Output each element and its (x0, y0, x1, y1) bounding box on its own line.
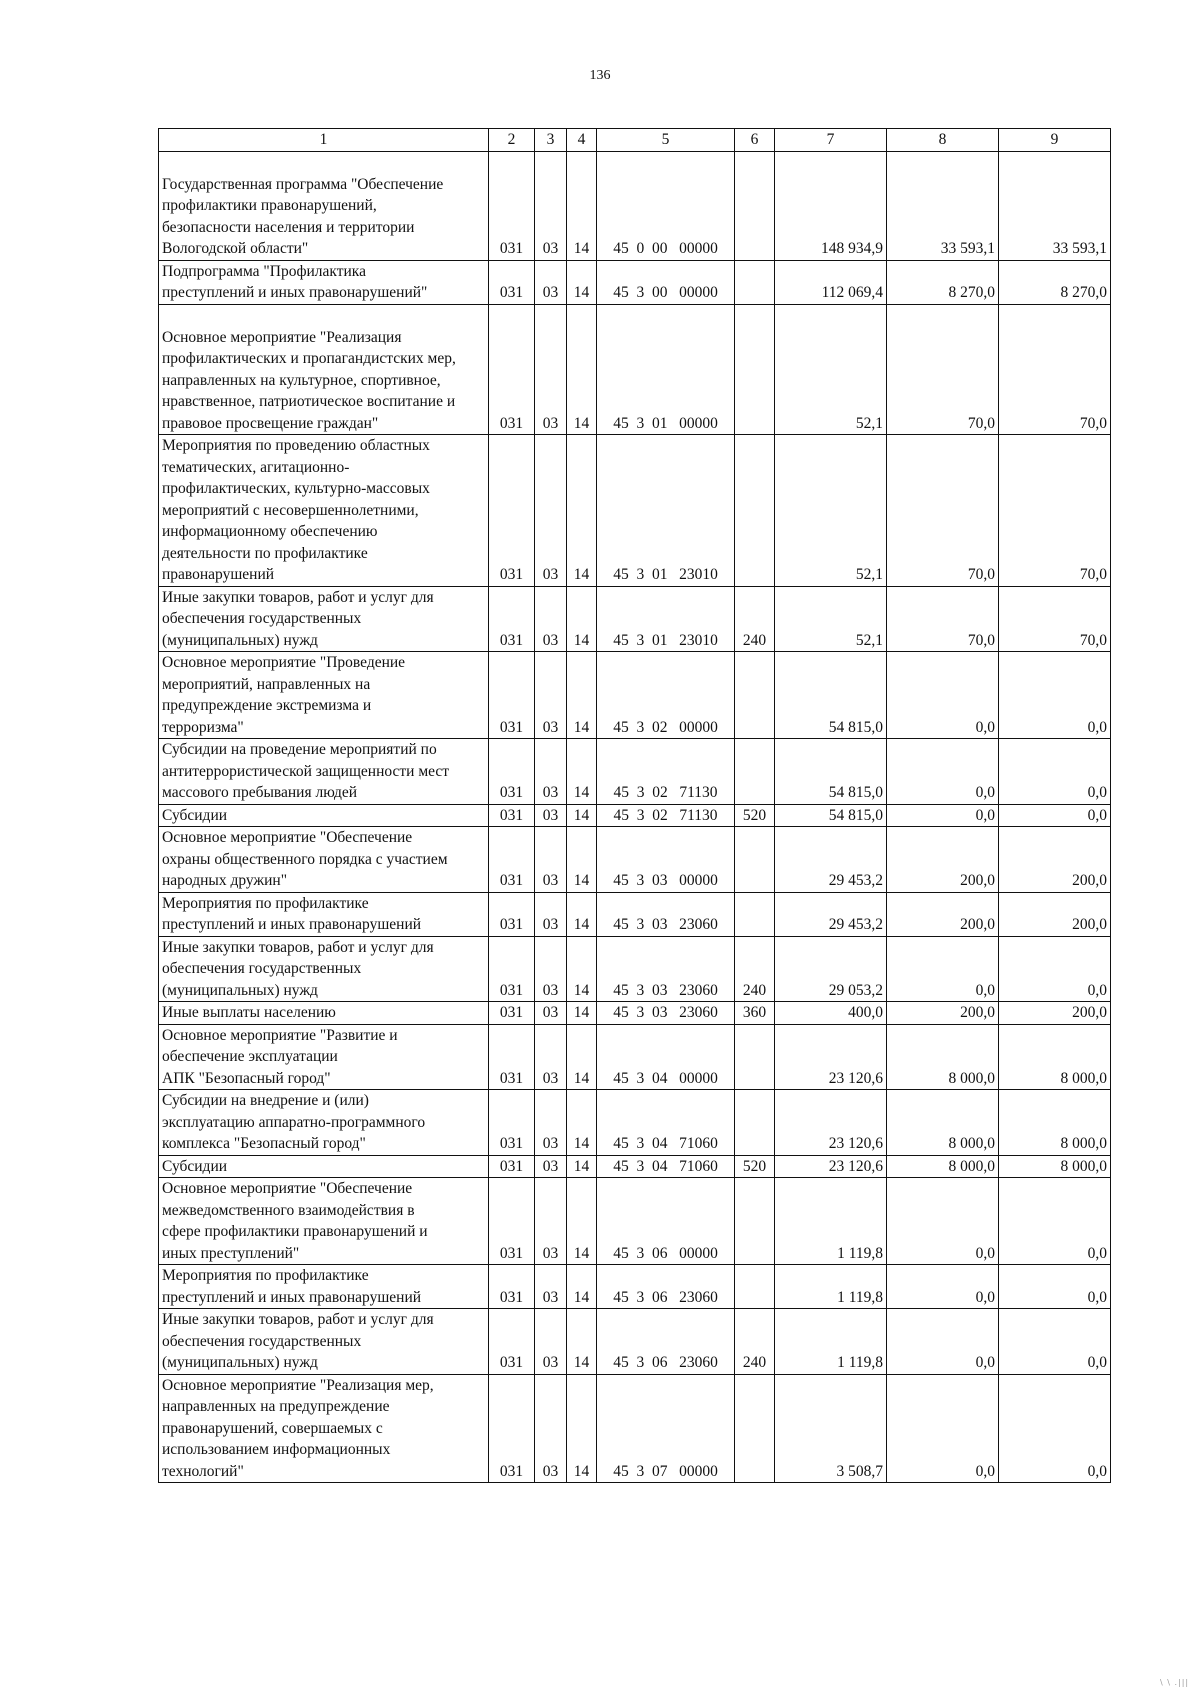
cell-amount-col7: 1 119,8 (775, 1265, 887, 1309)
cell-target-article: 45 3 06 23060 (597, 1265, 735, 1309)
cell-amount-col8: 0,0 (887, 804, 999, 827)
column-header: 4 (567, 129, 597, 152)
cell-amount-col9: 200,0 (999, 892, 1111, 936)
cell-amount-col9: 33 593,1 (999, 151, 1111, 260)
cell-amount-col8: 200,0 (887, 892, 999, 936)
cell-amount-col9: 8 000,0 (999, 1024, 1111, 1090)
cell-section: 03 (535, 892, 567, 936)
cell-admin-code: 031 (489, 892, 535, 936)
cell-section: 03 (535, 1178, 567, 1265)
cell-amount-col9: 200,0 (999, 827, 1111, 893)
cell-admin-code: 031 (489, 1309, 535, 1375)
cell-amount-col9: 200,0 (999, 1002, 1111, 1025)
cell-target-article: 45 3 00 00000 (597, 260, 735, 304)
cell-section: 03 (535, 827, 567, 893)
cell-expense-type (735, 151, 775, 260)
cell-subsection: 14 (567, 151, 597, 260)
cell-subsection: 14 (567, 892, 597, 936)
cell-expense-type (735, 435, 775, 587)
cell-amount-col7: 3 508,7 (775, 1374, 887, 1483)
cell-expense-type: 240 (735, 586, 775, 652)
cell-section: 03 (535, 1265, 567, 1309)
cell-amount-col8: 70,0 (887, 304, 999, 435)
cell-expense-type (735, 260, 775, 304)
cell-amount-col7: 23 120,6 (775, 1155, 887, 1178)
row-name-cell: Основное мероприятие "Реализация профилактических и пропагандистских мер, направленных на культурное, спортивное, нравственное, патриотическое воспитание и правовое просвещение граждан" (159, 304, 489, 435)
cell-section: 03 (535, 936, 567, 1002)
row-name-cell: Мероприятия по проведению областных тематических, агитационно- профилактических, культурно-массовых мероприятий с несовершеннолетними, информационному обеспечению деятельности по профилактике правонарушений (159, 435, 489, 587)
cell-amount-col9: 0,0 (999, 1178, 1111, 1265)
cell-amount-col8: 0,0 (887, 1374, 999, 1483)
cell-amount-col9: 70,0 (999, 304, 1111, 435)
cell-target-article: 45 3 06 00000 (597, 1178, 735, 1265)
cell-admin-code: 031 (489, 586, 535, 652)
cell-amount-col8: 70,0 (887, 435, 999, 587)
cell-expense-type: 520 (735, 804, 775, 827)
cell-admin-code: 031 (489, 435, 535, 587)
cell-section: 03 (535, 435, 567, 587)
cell-section: 03 (535, 804, 567, 827)
cell-amount-col9: 0,0 (999, 1309, 1111, 1375)
cell-section: 03 (535, 1024, 567, 1090)
cell-target-article: 45 3 03 23060 (597, 1002, 735, 1025)
cell-section: 03 (535, 1374, 567, 1483)
cell-admin-code: 031 (489, 1155, 535, 1178)
table-row (159, 892, 1111, 936)
row-name-cell: Основное мероприятие "Обеспечение межведомственного взаимодействия в сфере профилактики правонарушений и иных преступлений" (159, 1178, 489, 1265)
cell-admin-code: 031 (489, 739, 535, 805)
table-row (159, 151, 1111, 260)
cell-expense-type: 240 (735, 1309, 775, 1375)
cell-target-article: 45 3 01 00000 (597, 304, 735, 435)
cell-amount-col9: 70,0 (999, 435, 1111, 587)
cell-expense-type (735, 827, 775, 893)
row-name-cell: Государственная программа "Обеспечение профилактики правонарушений, безопасности населения и территории Вологодской области" (159, 151, 489, 260)
cell-amount-col7: 52,1 (775, 435, 887, 587)
cell-target-article: 45 3 03 23060 (597, 892, 735, 936)
cell-amount-col8: 8 000,0 (887, 1090, 999, 1156)
cell-amount-col9: 0,0 (999, 936, 1111, 1002)
cell-amount-col9: 0,0 (999, 652, 1111, 739)
cell-expense-type (735, 1024, 775, 1090)
cell-subsection: 14 (567, 804, 597, 827)
cell-amount-col9: 70,0 (999, 586, 1111, 652)
cell-section: 03 (535, 1002, 567, 1025)
cell-target-article: 45 0 00 00000 (597, 151, 735, 260)
cell-target-article: 45 3 01 23010 (597, 586, 735, 652)
column-number-row (159, 129, 1111, 152)
cell-subsection: 14 (567, 1374, 597, 1483)
cell-admin-code: 031 (489, 260, 535, 304)
cell-subsection: 14 (567, 1265, 597, 1309)
row-name-cell: Мероприятия по профилактике преступлений и иных правонарушений (159, 1265, 489, 1309)
cell-amount-col7: 29 453,2 (775, 827, 887, 893)
row-name-cell: Субсидии на внедрение и (или) эксплуатацию аппаратно-программного комплекса "Безопасный город" (159, 1090, 489, 1156)
row-name-cell: Иные закупки товаров, работ и услуг для обеспечения государственных (муниципальных) нужд (159, 586, 489, 652)
cell-amount-col8: 0,0 (887, 936, 999, 1002)
cell-admin-code: 031 (489, 1374, 535, 1483)
cell-subsection: 14 (567, 1178, 597, 1265)
table-row (159, 652, 1111, 739)
cell-admin-code: 031 (489, 304, 535, 435)
cell-expense-type (735, 1090, 775, 1156)
cell-expense-type: 240 (735, 936, 775, 1002)
cell-amount-col7: 400,0 (775, 1002, 887, 1025)
table-row (159, 1265, 1111, 1309)
table-row (159, 1178, 1111, 1265)
cell-amount-col7: 54 815,0 (775, 739, 887, 805)
row-name-cell: Основное мероприятие "Обеспечение охраны общественного порядка с участием народных дружин" (159, 827, 489, 893)
cell-amount-col7: 54 815,0 (775, 804, 887, 827)
table-row (159, 1309, 1111, 1375)
cell-subsection: 14 (567, 652, 597, 739)
cell-admin-code: 031 (489, 936, 535, 1002)
cell-amount-col9: 8 270,0 (999, 260, 1111, 304)
cell-subsection: 14 (567, 304, 597, 435)
cell-target-article: 45 3 04 71060 (597, 1155, 735, 1178)
cell-expense-type: 360 (735, 1002, 775, 1025)
table-row (159, 1155, 1111, 1178)
column-header: 9 (999, 129, 1111, 152)
cell-amount-col9: 8 000,0 (999, 1155, 1111, 1178)
table-row (159, 1024, 1111, 1090)
cell-amount-col8: 0,0 (887, 1178, 999, 1265)
cell-admin-code: 031 (489, 804, 535, 827)
cell-target-article: 45 3 02 71130 (597, 804, 735, 827)
cell-amount-col8: 8 270,0 (887, 260, 999, 304)
cell-section: 03 (535, 652, 567, 739)
cell-target-article: 45 3 01 23010 (597, 435, 735, 587)
table-row (159, 739, 1111, 805)
cell-amount-col9: 0,0 (999, 804, 1111, 827)
cell-subsection: 14 (567, 586, 597, 652)
cell-admin-code: 031 (489, 1265, 535, 1309)
table-row (159, 260, 1111, 304)
table-row (159, 1002, 1111, 1025)
row-name-cell: Субсидии (159, 1155, 489, 1178)
table-row (159, 804, 1111, 827)
cell-target-article: 45 3 02 00000 (597, 652, 735, 739)
cell-amount-col8: 200,0 (887, 1002, 999, 1025)
cell-amount-col8: 0,0 (887, 1265, 999, 1309)
cell-section: 03 (535, 151, 567, 260)
cell-amount-col8: 200,0 (887, 827, 999, 893)
cell-section: 03 (535, 304, 567, 435)
cell-section: 03 (535, 739, 567, 805)
row-name-cell: Иные выплаты населению (159, 1002, 489, 1025)
cell-target-article: 45 3 06 23060 (597, 1309, 735, 1375)
cell-amount-col8: 0,0 (887, 739, 999, 805)
table-row (159, 1090, 1111, 1156)
cell-amount-col8: 33 593,1 (887, 151, 999, 260)
cell-amount-col9: 0,0 (999, 1265, 1111, 1309)
cell-expense-type (735, 739, 775, 805)
cell-target-article: 45 3 02 71130 (597, 739, 735, 805)
cell-section: 03 (535, 586, 567, 652)
cell-subsection: 14 (567, 435, 597, 587)
cell-target-article: 45 3 07 00000 (597, 1374, 735, 1483)
table-row (159, 586, 1111, 652)
cell-section: 03 (535, 1309, 567, 1375)
row-name-cell: Мероприятия по профилактике преступлений и иных правонарушений (159, 892, 489, 936)
cell-admin-code: 031 (489, 1024, 535, 1090)
cell-expense-type: 520 (735, 1155, 775, 1178)
cell-subsection: 14 (567, 260, 597, 304)
cell-subsection: 14 (567, 827, 597, 893)
column-header: 1 (159, 129, 489, 152)
table-row (159, 1374, 1111, 1483)
cell-section: 03 (535, 1155, 567, 1178)
cell-admin-code: 031 (489, 1002, 535, 1025)
cell-amount-col8: 8 000,0 (887, 1024, 999, 1090)
cell-amount-col7: 29 053,2 (775, 936, 887, 1002)
column-header: 5 (597, 129, 735, 152)
column-header: 3 (535, 129, 567, 152)
cell-amount-col7: 52,1 (775, 304, 887, 435)
cell-amount-col8: 70,0 (887, 586, 999, 652)
cell-subsection: 14 (567, 936, 597, 1002)
table-row (159, 827, 1111, 893)
row-name-cell: Основное мероприятие "Реализация мер, направленных на предупреждение правонарушений, совершаемых с использованием информационных технологий" (159, 1374, 489, 1483)
cell-subsection: 14 (567, 1090, 597, 1156)
cell-amount-col7: 23 120,6 (775, 1090, 887, 1156)
table-body (159, 151, 1111, 1483)
cell-expense-type (735, 1265, 775, 1309)
cell-target-article: 45 3 04 00000 (597, 1024, 735, 1090)
row-name-cell: Подпрограмма "Профилактика преступлений и иных правонарушений" (159, 260, 489, 304)
row-name-cell: Основное мероприятие "Проведение мероприятий, направленных на предупреждение экстремизма и терроризма" (159, 652, 489, 739)
cell-amount-col7: 23 120,6 (775, 1024, 887, 1090)
cell-subsection: 14 (567, 1309, 597, 1375)
row-name-cell: Субсидии (159, 804, 489, 827)
cell-expense-type (735, 892, 775, 936)
column-header: 6 (735, 129, 775, 152)
page-number: 136 (589, 68, 611, 83)
cell-subsection: 14 (567, 1024, 597, 1090)
cell-amount-col8: 0,0 (887, 1309, 999, 1375)
cell-subsection: 14 (567, 1155, 597, 1178)
cell-target-article: 45 3 03 00000 (597, 827, 735, 893)
footer-mark: \ \ .||| (1160, 1678, 1190, 1687)
cell-amount-col9: 8 000,0 (999, 1090, 1111, 1156)
cell-subsection: 14 (567, 1002, 597, 1025)
row-name-cell: Иные закупки товаров, работ и услуг для обеспечения государственных (муниципальных) нужд (159, 1309, 489, 1375)
cell-target-article: 45 3 03 23060 (597, 936, 735, 1002)
cell-section: 03 (535, 1090, 567, 1156)
cell-admin-code: 031 (489, 827, 535, 893)
cell-expense-type (735, 652, 775, 739)
cell-subsection: 14 (567, 739, 597, 805)
cell-expense-type (735, 1374, 775, 1483)
column-header: 7 (775, 129, 887, 152)
budget-table (158, 128, 1111, 1483)
cell-amount-col9: 0,0 (999, 1374, 1111, 1483)
row-name-cell: Иные закупки товаров, работ и услуг для обеспечения государственных (муниципальных) нужд (159, 936, 489, 1002)
cell-amount-col7: 52,1 (775, 586, 887, 652)
cell-amount-col9: 0,0 (999, 739, 1111, 805)
table-row (159, 435, 1111, 587)
cell-admin-code: 031 (489, 652, 535, 739)
column-header: 2 (489, 129, 535, 152)
cell-amount-col7: 1 119,8 (775, 1309, 887, 1375)
cell-amount-col7: 1 119,8 (775, 1178, 887, 1265)
cell-section: 03 (535, 260, 567, 304)
column-header: 8 (887, 129, 999, 152)
cell-amount-col7: 148 934,9 (775, 151, 887, 260)
table-row (159, 936, 1111, 1002)
row-name-cell: Субсидии на проведение мероприятий по антитеррористической защищенности мест массового пребывания людей (159, 739, 489, 805)
cell-amount-col7: 112 069,4 (775, 260, 887, 304)
cell-admin-code: 031 (489, 1178, 535, 1265)
cell-amount-col8: 0,0 (887, 652, 999, 739)
cell-amount-col7: 54 815,0 (775, 652, 887, 739)
table-row (159, 304, 1111, 435)
row-name-cell: Основное мероприятие "Развитие и обеспечение эксплуатации АПК "Безопасный город" (159, 1024, 489, 1090)
cell-expense-type (735, 304, 775, 435)
cell-admin-code: 031 (489, 1090, 535, 1156)
cell-admin-code: 031 (489, 151, 535, 260)
cell-expense-type (735, 1178, 775, 1265)
cell-amount-col8: 8 000,0 (887, 1155, 999, 1178)
cell-amount-col7: 29 453,2 (775, 892, 887, 936)
cell-target-article: 45 3 04 71060 (597, 1090, 735, 1156)
